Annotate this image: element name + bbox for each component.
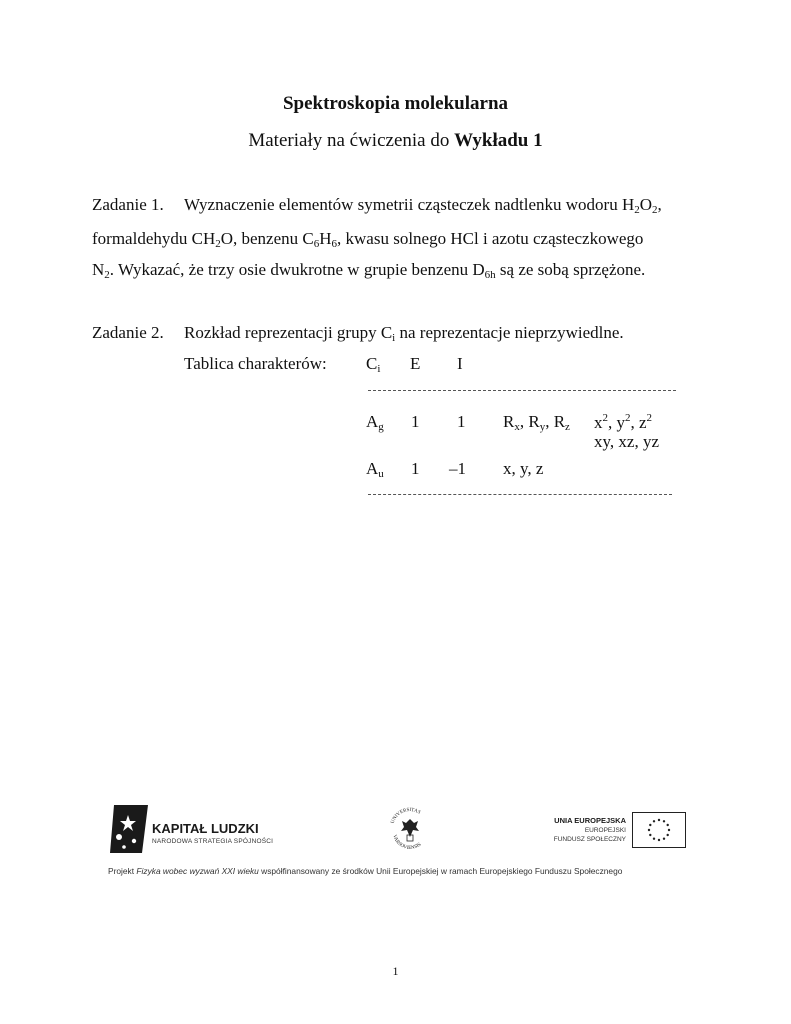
subtitle-bold: Wykładu 1 bbox=[454, 130, 543, 151]
row-au-e: 1 bbox=[411, 459, 420, 478]
kapital-ludzki-tagline: NARODOWA STRATEGIA SPÓJNOŚCI bbox=[152, 838, 274, 845]
ag-linear-z: z bbox=[565, 421, 570, 433]
svg-text:UNIVERSITAS: UNIVERSITAS bbox=[390, 807, 422, 825]
ag-linear-y: y bbox=[539, 421, 546, 433]
row-ag-i: 1 bbox=[457, 412, 466, 431]
row-au-sub: u bbox=[378, 468, 384, 480]
task1-line2-c: H bbox=[319, 229, 332, 248]
task2-text-b: na reprezentacje nieprzywiedlne. bbox=[395, 323, 624, 342]
task1-h2o2-o: O bbox=[639, 195, 653, 214]
project-footer bbox=[108, 866, 622, 876]
task1-line3-sub1: 2 bbox=[104, 269, 110, 281]
ag-quad-x-sup: 2 bbox=[602, 412, 608, 424]
ag-linear-r1: R bbox=[503, 412, 515, 431]
task1-line3-b: . Wykazać, że trzy osie dwukrotne w grupie benzenu D bbox=[109, 260, 485, 279]
page-subtitle bbox=[0, 130, 791, 152]
table-header-group bbox=[366, 354, 380, 375]
task1-line2-d: , kwasu solnego HCl i azotu cząsteczkowego bbox=[337, 229, 644, 248]
row-ag-quad2: xy, xz, yz bbox=[594, 432, 659, 451]
subtitle-prefix: Materiały na ćwiczenia do bbox=[248, 130, 455, 151]
eu-line1: UNIA EUROPEJSKA bbox=[554, 816, 626, 825]
row-ag-e: 1 bbox=[411, 412, 420, 431]
table-divider-bottom bbox=[368, 494, 672, 495]
task1-line2-b: O, benzenu C bbox=[220, 229, 314, 248]
row-ag-letter: A bbox=[366, 412, 379, 431]
task2-label: Zadanie 2. bbox=[92, 323, 164, 342]
row-ag-sub: g bbox=[378, 421, 384, 433]
task1-line2-sub1: 2 bbox=[215, 238, 221, 250]
task1-line2-a: formaldehydu CH bbox=[92, 229, 216, 248]
task1-line2 bbox=[92, 229, 643, 250]
task1-line1-end: , bbox=[657, 195, 662, 214]
kapital-ludzki-logo-icon bbox=[108, 803, 152, 855]
eu-line3: FUNDUSZ SPOŁECZNY bbox=[553, 836, 626, 843]
page-number: 1 bbox=[392, 964, 399, 978]
footer-italic: Fizyka wobec wyzwań XXI wieku bbox=[136, 866, 259, 876]
task2-text bbox=[184, 323, 624, 344]
university-seal-icon bbox=[385, 806, 435, 854]
row-au-irrep bbox=[366, 459, 384, 480]
table-header-e: E bbox=[410, 354, 421, 373]
task1-line2-sub2: 6 bbox=[313, 238, 320, 250]
table-header-i: I bbox=[457, 354, 463, 373]
ag-quad-y-sup: 2 bbox=[625, 412, 631, 424]
ag-quad-y: , y bbox=[608, 413, 625, 432]
header-group-letter: C bbox=[366, 354, 378, 373]
row-au-linear: x, y, z bbox=[503, 459, 544, 478]
footer-suffix: współfinansowany ze środków Unii Europejskiej w ramach Europejskiego Funduszu Społecznego bbox=[258, 866, 623, 876]
ag-linear-r3: , R bbox=[545, 412, 566, 431]
row-au-letter: A bbox=[366, 459, 379, 478]
header-group-sub: i bbox=[377, 363, 381, 375]
ag-linear-x: x bbox=[514, 421, 520, 433]
row-ag-linear bbox=[503, 412, 570, 433]
table-label: Tablica charakterów: bbox=[184, 354, 327, 373]
task1-h2o2-sub1: 2 bbox=[634, 204, 640, 216]
task1-line3 bbox=[92, 260, 645, 281]
row-au-i: –1 bbox=[449, 459, 466, 478]
task1-line3-a: N bbox=[92, 260, 105, 279]
task1-line2-sub3: 6 bbox=[331, 238, 338, 250]
eu-flag-icon bbox=[632, 812, 686, 848]
task1-line3-c: są ze sobą sprzężone. bbox=[495, 260, 646, 279]
task2-text-sub: i bbox=[392, 332, 396, 344]
ag-quad-z-sup: 2 bbox=[646, 412, 653, 424]
task2-text-a: Rozkład reprezentacji grupy C bbox=[184, 323, 393, 342]
row-ag-irrep bbox=[366, 412, 384, 433]
task1-line1-text: Wyznaczenie elementów symetrii cząsteczek nadtlenku wodoru H bbox=[184, 195, 635, 214]
task1-label: Zadanie 1. bbox=[92, 195, 164, 214]
row-ag-quad1 bbox=[594, 412, 652, 433]
task1-h2o2-sub2: 2 bbox=[652, 204, 658, 216]
task1-line3-sub2: 6h bbox=[484, 269, 496, 281]
table-divider-top bbox=[368, 390, 676, 391]
svg-text:VARSOVIENSIS: VARSOVIENSIS bbox=[391, 834, 423, 852]
ag-linear-r2: , R bbox=[519, 412, 540, 431]
footer-prefix: Projekt bbox=[108, 866, 137, 876]
ag-quad-z: , z bbox=[630, 413, 647, 432]
kapital-ludzki-name: KAPITAŁ LUDZKI bbox=[152, 821, 259, 836]
page-title: Spektroskopia molekularna bbox=[282, 93, 509, 114]
ag-quad-x: x bbox=[594, 413, 603, 432]
task1-line1 bbox=[184, 195, 662, 216]
eu-line2: EUROPEJSKI bbox=[584, 827, 626, 834]
